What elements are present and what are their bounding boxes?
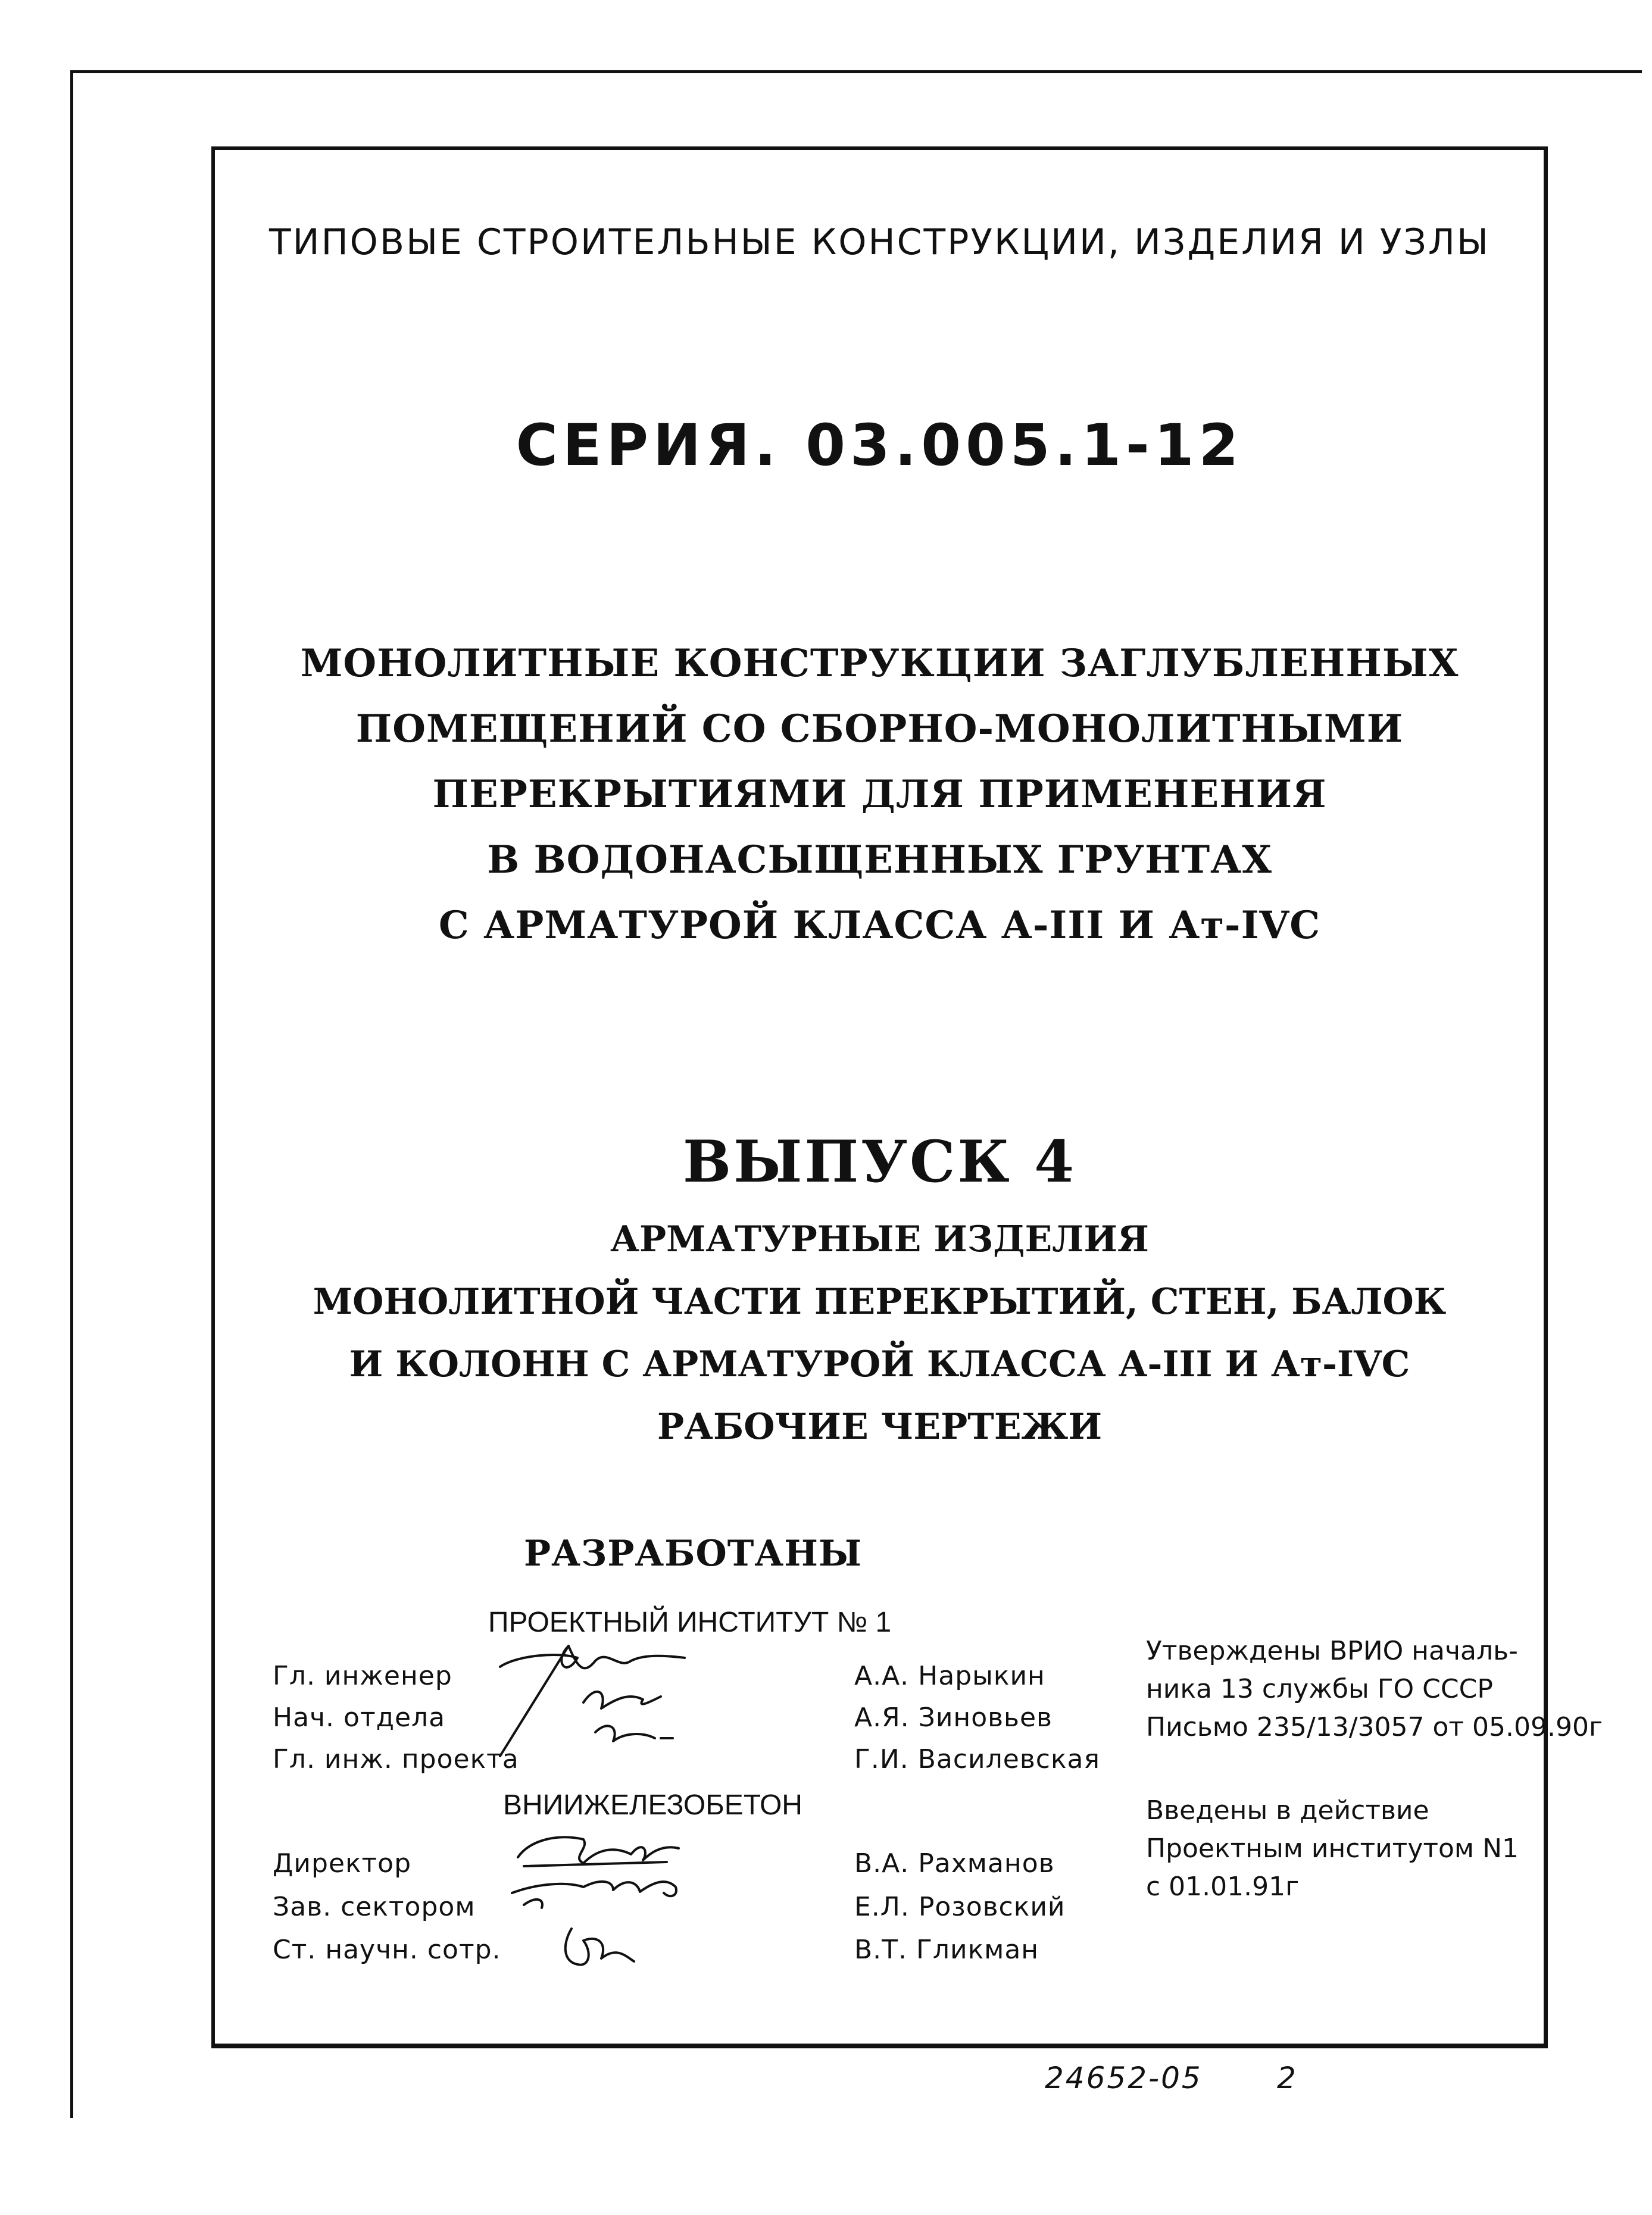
- approval-note: [1146, 1632, 1603, 1747]
- org2-name: ВНИИЖЕЛЕЗОБЕТОН: [503, 1789, 802, 1821]
- signature-head-dept: [583, 1692, 661, 1708]
- staff-person: В.Т. Гликман: [854, 1935, 1039, 1965]
- page-number: 2: [1277, 2061, 1298, 2095]
- title-line: ПЕРЕКРЫТИЯМИ ДЛЯ ПРИМЕНЕНИЯ: [432, 772, 1327, 817]
- enactment-line: Проектным институтом N1: [1146, 1833, 1519, 1864]
- staff-role: Гл. инженер: [273, 1661, 452, 1691]
- staff-role: Гл. инж. проекта: [273, 1744, 519, 1775]
- sheet-left-line: [70, 70, 73, 2118]
- signature-project-engineer: [595, 1726, 673, 1741]
- issue-line: АРМАТУРНЫЕ ИЗДЕЛИЯ: [610, 1219, 1149, 1260]
- title-line: МОНОЛИТНЫЕ КОНСТРУКЦИИ ЗАГЛУБЛЕННЫХ: [300, 641, 1459, 686]
- series-title: СЕРИЯ. 03.005.1-12: [516, 412, 1244, 479]
- signature-director: [518, 1837, 679, 1866]
- approval-line: Утверждены ВРИО началь-: [1146, 1636, 1518, 1666]
- signature-chief-engineer: [500, 1646, 685, 1668]
- staff-role: Директор: [273, 1848, 412, 1879]
- issue-line: И КОЛОНН С АРМАТУРОЙ КЛАССА А-III И Ат-IVС: [349, 1344, 1410, 1385]
- approval-line: ника 13 службы ГО СССР: [1146, 1674, 1493, 1704]
- signature-sector-head: [512, 1882, 676, 1908]
- issue-subtitle: [211, 1208, 1548, 1458]
- staff-person: Г.И. Василевская: [854, 1744, 1100, 1775]
- enactment-note: [1146, 1792, 1519, 1906]
- staff-person: А.А. Нарыкин: [854, 1661, 1045, 1691]
- enactment-line: с 01.01.91г: [1146, 1872, 1300, 1902]
- signatures: [464, 1643, 881, 1982]
- issue-title: ВЫПУСК 4: [682, 1128, 1076, 1195]
- org1-name: ПРОЕКТНЫЙ ИНСТИТУТ № 1: [488, 1607, 892, 1638]
- issue-line: МОНОЛИТНОЙ ЧАСТИ ПЕРЕКРЫТИЙ, СТЕН, БАЛОК: [313, 1281, 1447, 1323]
- staff-person: В.А. Рахманов: [854, 1848, 1055, 1879]
- title-line: В ВОДОНАСЫЩЕННЫХ ГРУНТАХ: [487, 838, 1272, 882]
- document-number: 24652-05: [1045, 2061, 1203, 2095]
- staff-person: Е.Л. Розовский: [854, 1892, 1066, 1922]
- approval-line: Письмо 235/13/3057 от 05.09.90г: [1146, 1712, 1603, 1742]
- developed-heading: РАЗРАБОТАНЫ: [524, 1533, 863, 1574]
- issue-line: РАБОЧИЕ ЧЕРТЕЖИ: [657, 1406, 1103, 1448]
- staff-role: Ст. научн. сотр.: [273, 1935, 501, 1965]
- header-text: ТИПОВЫЕ СТРОИТЕЛЬНЫЕ КОНСТРУКЦИИ, ИЗДЕЛИЯ И УЗЛЫ: [269, 221, 1490, 263]
- sheet-top-line: [70, 70, 1642, 73]
- title-line: С АРМАТУРОЙ КЛАССА А-III И Ат-IVС: [438, 903, 1321, 948]
- staff-role: Зав. сектором: [273, 1892, 476, 1922]
- staff-role: Нач. отдела: [273, 1702, 446, 1733]
- staff-person: А.Я. Зиновьев: [854, 1702, 1053, 1733]
- title-line: ПОМЕЩЕНИЙ СО СБОРНО-МОНОЛИТНЫМИ: [355, 707, 1404, 751]
- enactment-line: Введены в действие: [1146, 1795, 1429, 1826]
- document-title: [211, 631, 1548, 958]
- signature-senior-researcher: [566, 1929, 634, 1965]
